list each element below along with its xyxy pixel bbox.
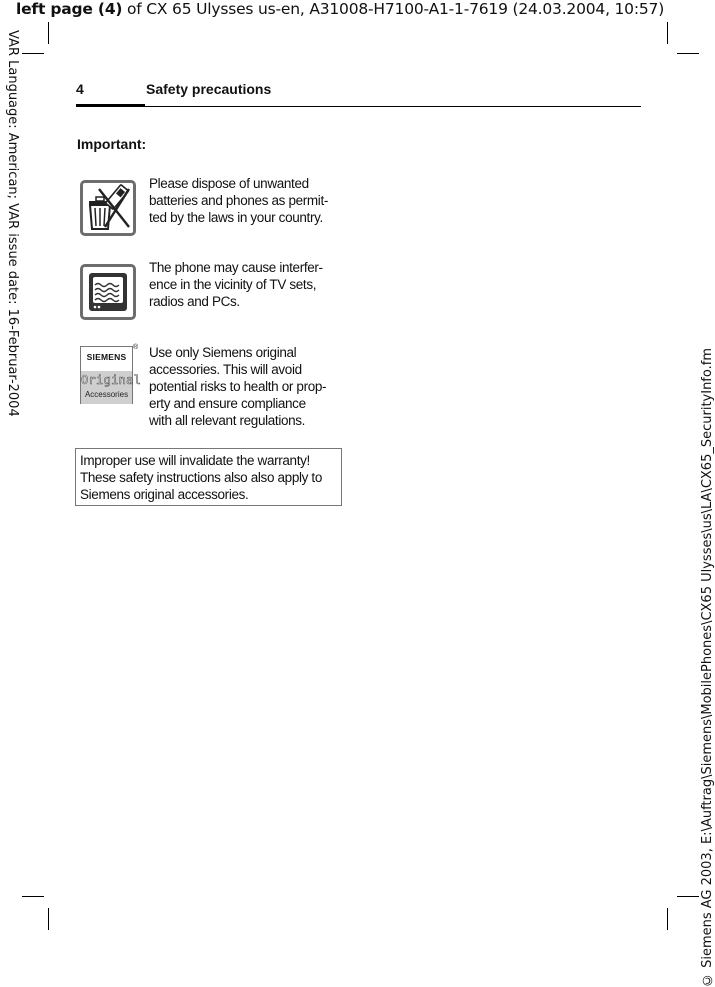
registered-mark: ® <box>133 344 139 351</box>
header-rule-accent <box>76 104 145 107</box>
text-line: Use only Siemens original <box>149 345 297 360</box>
text-line: batteries and phones as permit- <box>149 193 329 208</box>
text-line: ence in the vicinity of TV sets, <box>149 277 317 292</box>
crop-mark <box>48 908 49 930</box>
crop-mark <box>677 53 699 54</box>
text-line: These safety instructions also also apply to <box>80 470 322 485</box>
running-header <box>16 0 664 18</box>
running-header-page: left page (4) <box>16 0 123 18</box>
text-line: Siemens original accessories. <box>80 487 249 502</box>
logo-lower-band <box>81 371 142 404</box>
important-heading: Important: <box>77 136 147 152</box>
item-text-accessories <box>149 344 349 429</box>
text-line: The phone may cause interfer- <box>149 260 323 275</box>
text-line: Improper use will invalidate the warranty! <box>80 453 310 468</box>
var-language-note: VAR Language: American; VAR issue date: 16-Februar-2004 <box>5 30 20 417</box>
running-header-info: of CX 65 Ulysses us-en, A31008-H7100-A1-1-7619 (24.03.2004, 10:57) <box>122 0 665 18</box>
logo-accessories: Accessories <box>84 390 129 399</box>
file-path-note: © Siemens AG 2003, E:\Auftrag\Siemens\MobilePhones\CX65 Ulysses\us\LA\CX65_SecurityInfo.fm <box>700 348 715 987</box>
crop-mark <box>22 53 44 54</box>
warranty-warning-box <box>75 448 342 506</box>
crop-mark <box>22 896 44 897</box>
crop-mark <box>48 22 49 44</box>
tv-interference-icon <box>80 264 136 320</box>
text-line: erty and ensure compliance <box>149 396 306 411</box>
text-line: with all relevant regulations. <box>149 413 306 428</box>
text-line: Please dispose of unwanted <box>149 176 309 191</box>
text-line: potential risks to health or prop- <box>149 379 327 394</box>
text-line: accessories. This will avoid <box>149 362 302 377</box>
siemens-original-accessories-logo <box>80 346 142 404</box>
crop-mark <box>667 22 668 44</box>
section-title: Safety precautions <box>146 81 272 97</box>
page-number: 4 <box>76 81 84 97</box>
logo-original: Original <box>81 373 142 387</box>
text-line: ted by the laws in your country. <box>149 210 323 225</box>
battery-disposal-icon <box>80 180 136 236</box>
crop-mark <box>667 908 668 930</box>
header-rule <box>76 106 641 107</box>
item-text-disposal <box>149 175 349 226</box>
logo-brand: SIEMENS <box>86 352 127 362</box>
item-text-tv <box>149 259 349 310</box>
text-line: radios and PCs. <box>149 294 240 309</box>
crop-mark <box>677 896 699 897</box>
